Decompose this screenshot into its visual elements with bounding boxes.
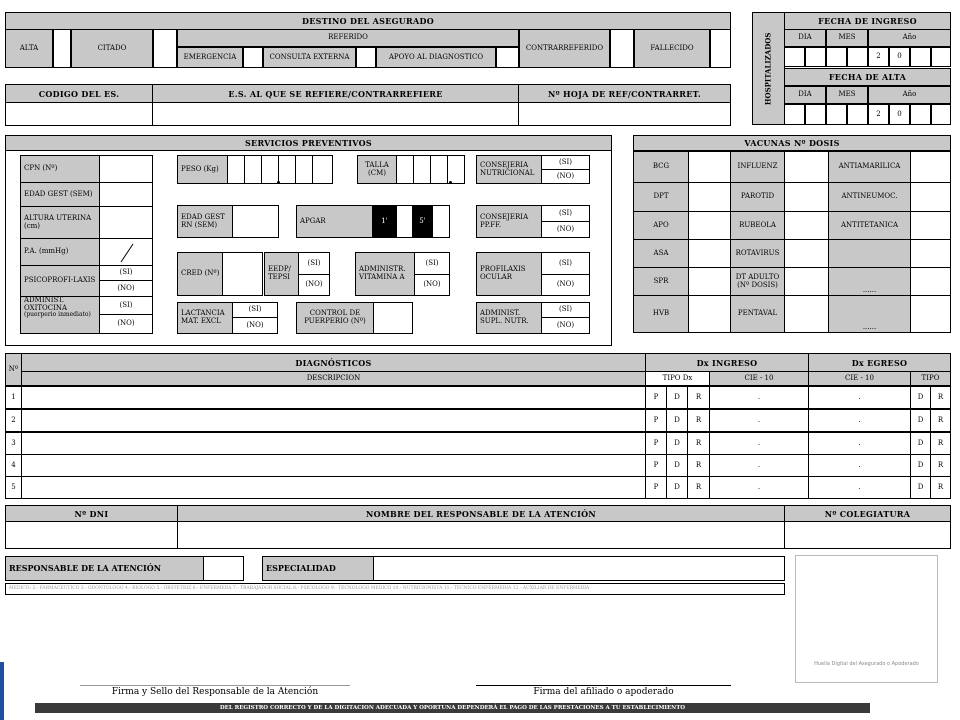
cie10-egreso-header: CIE - 10 — [808, 371, 911, 386]
peso-label: PESO (Kg) — [177, 155, 228, 184]
diag-egreso-d[interactable]: D — [910, 476, 931, 499]
diag-row-number: 4 — [5, 454, 22, 477]
profilaxis-ocular-label: PROFILAXIS OCULAR — [476, 252, 542, 296]
firma-afiliado-label: Firma del afiliado o apoderado — [533, 687, 674, 697]
vacuna-dosis[interactable] — [910, 182, 951, 212]
vacuna-dosis[interactable] — [688, 267, 731, 296]
control-puerperio-label: CONTROL DE PUERPERIO (Nº) — [296, 302, 374, 334]
admin-oxitocina-text: ADMINIST. OXITOCINA — [24, 296, 68, 312]
altura-uterina-label: ALTURA UTERINA (cm) — [20, 206, 100, 239]
apgar-1-field[interactable] — [396, 205, 413, 238]
es-refiere-title: E.S. AL QUE SE REFIERE/CONTRARREFIERE — [152, 84, 519, 103]
fallecido-label: FALLECIDO — [634, 29, 710, 68]
eedp-si[interactable]: (SI) — [298, 252, 330, 275]
diag-num-header: Nº — [5, 353, 22, 386]
diag-tipo-d[interactable]: D — [666, 476, 688, 499]
pa-field[interactable] — [99, 238, 153, 266]
huella-label: Huella Digital del Asegurado o Apoderado — [814, 661, 919, 667]
dni-field[interactable] — [5, 521, 178, 549]
consulta-externa-label: CONSULTA EXTERNA — [263, 47, 356, 68]
consulta-externa-checkbox[interactable] — [356, 47, 376, 68]
nombre-responsable-title: NOMBRE DEL RESPONSABLE DE LA ATENCIÓN — [177, 505, 785, 522]
fa-anio-label: Año — [868, 86, 951, 104]
vacuna-label: ANTITETANICA — [828, 211, 911, 240]
vacuna-dosis[interactable] — [784, 267, 829, 296]
diag-cie10-ingreso[interactable]: . — [709, 476, 809, 499]
vacuna-dosis[interactable] — [910, 267, 951, 296]
diag-tipo-r[interactable]: R — [687, 432, 710, 455]
admin-vit-a-si[interactable]: (SI) — [414, 252, 450, 275]
vacuna-label: ANTIAMARILICA — [828, 151, 911, 183]
vacunas-title: VACUNAS Nº DOSIS — [633, 135, 951, 151]
fi-mes-label: MES — [826, 29, 868, 47]
vacuna-dosis[interactable] — [910, 211, 951, 240]
especialidad-legend: MEDICO: 2.- FARMACEUTICO 3.- ODONTOLOGO 4.- BIOLOGO 5.- OBSTETRIZ 6.- ENFERMERA 7.- TRABAJADOR SOCIAL 8.- PSICOLOGO 9.- TECNOLOGO MEDICO 10.- NUTRICIONISTA 11.- TECNICO ENFERMERIA 12.- AUXILIAR DE ENFERMERIA — [5, 583, 785, 595]
diag-cie10-egreso[interactable]: . — [808, 386, 911, 409]
fa-anio-3[interactable] — [910, 104, 931, 125]
diag-cie10-egreso[interactable]: . — [808, 476, 911, 499]
peso-digit-2[interactable] — [244, 155, 262, 184]
cred-label: CRED (Nº) — [177, 252, 223, 296]
responsable-atencion-label: RESPONSABLE DE LA ATENCIÓN — [5, 556, 204, 581]
diag-descripcion-field[interactable] — [21, 476, 646, 499]
firma-responsable-line — [80, 685, 350, 686]
diag-egreso-r[interactable]: R — [930, 476, 951, 499]
edad-gest-label: EDAD GEST (SEM) — [20, 182, 100, 207]
es-refiere-field[interactable] — [152, 102, 519, 126]
vacuna-dosis[interactable] — [688, 151, 731, 183]
vacuna-dosis[interactable] — [910, 151, 951, 183]
diag-tipo-r[interactable]: R — [687, 409, 710, 432]
profilaxis-ocular-no[interactable]: (NO) — [541, 274, 590, 296]
diag-tipo-p[interactable]: P — [645, 386, 667, 409]
pa-label: P.A. (mmHg) — [20, 238, 100, 266]
psicoprofilaxis-label: PSICOPROFI-LAXIS — [20, 265, 100, 297]
vacuna-label: RUBEOLA — [730, 211, 785, 240]
diag-row-number: 5 — [5, 476, 22, 499]
fi-dia-1[interactable] — [784, 47, 805, 67]
talla-digit-3[interactable] — [430, 155, 448, 184]
diag-tipo-p[interactable]: P — [645, 432, 667, 455]
diag-tipo-d[interactable]: D — [666, 454, 688, 477]
talla-decimal-dot — [449, 181, 452, 184]
nombre-responsable-field[interactable] — [177, 521, 785, 549]
fa-dia-label: DIA — [784, 86, 826, 104]
diag-egreso-r[interactable]: R — [930, 454, 951, 477]
fa-mes-2[interactable] — [847, 104, 868, 125]
colegiatura-field[interactable] — [784, 521, 951, 549]
vacuna-label: INFLUENZ — [730, 151, 785, 183]
fi-mes-2[interactable] — [847, 47, 868, 67]
referido-label: REFERIDO — [177, 29, 519, 47]
peso-decimal-dot — [277, 181, 280, 184]
admin-oxitocina-label — [20, 296, 100, 334]
vacuna-extra-dots[interactable]: ...... — [828, 295, 911, 333]
vacuna-dosis[interactable] — [688, 182, 731, 212]
diag-cie10-egreso[interactable]: . — [808, 432, 911, 455]
footer-banner: DEL REGISTRO CORRECTO Y DE LA DIGITACION ADECUADA Y OPORTUNA DEPENDERÁ EL PAGO DE LAS PRESTACIONES A TU ESTABLECIMIENTO — [35, 703, 870, 713]
vacuna-label: ASA — [633, 239, 689, 268]
vacuna-dosis[interactable] — [688, 239, 731, 268]
fa-anio-1[interactable]: 2 — [868, 104, 889, 125]
diag-egreso-d[interactable]: D — [910, 386, 931, 409]
diag-cie10-ingreso[interactable]: . — [709, 454, 809, 477]
diag-cie10-ingreso[interactable]: . — [709, 409, 809, 432]
hospitalizados-label: HOSPITALIZADOS — [752, 12, 785, 125]
diag-egreso-d[interactable]: D — [910, 454, 931, 477]
apgar-label: APGAR — [296, 205, 373, 238]
destino-title: DESTINO DEL ASEGURADO — [5, 12, 731, 30]
tipo-egreso-header: TIPO — [910, 371, 951, 386]
diag-egreso-d[interactable]: D — [910, 432, 931, 455]
codigo-es-title: CODIGO DEL ES. — [5, 84, 153, 103]
fi-dia-label: DIA — [784, 29, 826, 47]
fi-anio-3[interactable] — [910, 47, 931, 67]
peso-digit-3[interactable] — [261, 155, 279, 184]
eedp-label: EEDP/ TEPSI — [264, 252, 299, 296]
diag-egreso-r[interactable]: R — [930, 409, 951, 432]
dni-title: Nº DNI — [5, 505, 178, 522]
edad-gest-rn-field[interactable] — [232, 205, 279, 238]
descripcion-header: DESCRIPCION — [21, 371, 646, 386]
vacuna-dosis[interactable] — [784, 151, 829, 183]
alta-checkbox[interactable] — [53, 29, 71, 68]
diagnosticos-title: DIAGNÓSTICOS — [21, 353, 646, 372]
colegiatura-title: Nº COLEGIATURA — [784, 505, 951, 522]
control-puerperio-field[interactable] — [373, 302, 413, 334]
diag-tipo-r[interactable]: R — [687, 454, 710, 477]
edad-gest-field[interactable] — [99, 182, 153, 207]
peso-digit-4[interactable] — [278, 155, 296, 184]
fi-mes-1[interactable] — [826, 47, 847, 67]
lactancia-label: LACTANCIA MAT. EXCL — [177, 302, 233, 334]
diag-cie10-ingreso[interactable]: . — [709, 386, 809, 409]
cred-field[interactable] — [222, 252, 263, 296]
admin-vit-a-no[interactable]: (NO) — [414, 274, 450, 296]
diag-tipo-d[interactable]: D — [666, 386, 688, 409]
vacuna-label: ROTAVIRUS — [730, 239, 785, 268]
dx-egreso-title: Dx EGRESO — [808, 353, 951, 372]
admin-supl-nutr-no[interactable]: (NO) — [541, 317, 590, 334]
citado-checkbox[interactable] — [153, 29, 177, 68]
left-edge-accent — [0, 662, 4, 720]
vacuna-label: PENTAVAL — [730, 295, 785, 333]
apgar-1-label: 1' — [372, 205, 397, 238]
apoyo-diagnostico-label: APOYO AL DIAGNOSTICO — [376, 47, 496, 68]
apoyo-diagnostico-checkbox[interactable] — [496, 47, 519, 68]
emergencia-label: EMERGENCIA — [177, 47, 243, 68]
vacuna-dosis[interactable] — [784, 239, 829, 268]
firma-afiliado-line — [476, 685, 731, 686]
diag-tipo-r[interactable]: R — [687, 476, 710, 499]
especialidad-field[interactable] — [373, 556, 785, 581]
preventivos-title: SERVICIOS PREVENTIVOS — [5, 135, 612, 151]
admin-oxitocina-si[interactable]: (SI) — [99, 296, 153, 315]
diag-row-number: 3 — [5, 432, 22, 455]
consejeria-nutricional-si[interactable]: (SI) — [541, 155, 590, 170]
apgar-5-label: 5' — [412, 205, 433, 238]
diag-cie10-egreso[interactable]: . — [808, 409, 911, 432]
alta-label: ALTA — [5, 29, 53, 68]
diag-cie10-egreso[interactable]: . — [808, 454, 911, 477]
contrarreferido-label: CONTRARREFERIDO — [519, 29, 610, 68]
firma-responsable-label: Firma y Sello del Responsable de la Atención — [111, 687, 319, 697]
peso-digit-1[interactable] — [227, 155, 245, 184]
psicoprofilaxis-no[interactable]: (NO) — [99, 280, 153, 297]
diag-egreso-r[interactable]: R — [930, 432, 951, 455]
dx-ingreso-title: Dx INGRESO — [645, 353, 809, 372]
pa-slash — [100, 238, 152, 266]
especialidad-label: ESPECIALIDAD — [262, 556, 374, 581]
hoja-ref-field[interactable] — [518, 102, 731, 126]
fi-dia-2[interactable] — [805, 47, 826, 67]
responsable-atencion-field[interactable] — [203, 556, 244, 581]
fi-anio-2[interactable]: 0 — [889, 47, 910, 67]
fa-anio-2[interactable]: 0 — [889, 104, 910, 125]
diag-tipo-d[interactable]: D — [666, 409, 688, 432]
vacuna-label: SPR — [633, 267, 689, 296]
fecha-alta-title: FECHA DE ALTA — [784, 68, 951, 86]
talla-label: TALLA (CM) — [357, 155, 397, 184]
diag-tipo-p[interactable]: P — [645, 476, 667, 499]
admin-supl-nutr-si[interactable]: (SI) — [541, 302, 590, 318]
lactancia-si[interactable]: (SI) — [232, 302, 278, 318]
consejeria-nutricional-label: CONSEJERIA NUTRICIONAL — [476, 155, 542, 184]
edad-gest-rn-label: EDAD GEST RN (SEM) — [177, 205, 233, 238]
fa-mes-1[interactable] — [826, 104, 847, 125]
peso-digit-5[interactable] — [295, 155, 313, 184]
altura-uterina-field[interactable] — [99, 206, 153, 239]
cpn-label: CPN (Nº) — [20, 155, 100, 183]
consejeria-nutricional-no[interactable]: (NO) — [541, 169, 590, 184]
fi-anio-1[interactable]: 2 — [868, 47, 889, 67]
diag-tipo-d[interactable]: D — [666, 432, 688, 455]
contrarreferido-checkbox[interactable] — [610, 29, 634, 68]
diag-descripcion-field[interactable] — [21, 454, 646, 477]
diag-descripcion-field[interactable] — [21, 432, 646, 455]
psicoprofilaxis-si[interactable]: (SI) — [99, 265, 153, 281]
fa-dia-1[interactable] — [784, 104, 805, 125]
fallecido-checkbox[interactable] — [710, 29, 731, 68]
diag-egreso-d[interactable]: D — [910, 409, 931, 432]
diag-descripcion-field[interactable] — [21, 409, 646, 432]
vacuna-dosis[interactable] — [688, 211, 731, 240]
vacuna-dosis[interactable] — [784, 182, 829, 212]
admin-oxitocina-no[interactable]: (NO) — [99, 314, 153, 334]
fa-dia-2[interactable] — [805, 104, 826, 125]
vacuna-dosis[interactable] — [688, 295, 731, 333]
vacuna-label: DPT — [633, 182, 689, 212]
consejeria-ppff-no[interactable]: (NO) — [541, 221, 590, 238]
cie10-ingreso-header: CIE - 10 — [709, 371, 809, 386]
vacuna-dosis[interactable] — [910, 295, 951, 333]
diag-row-number: 2 — [5, 409, 22, 432]
vacuna-label: HVB — [633, 295, 689, 333]
admin-vit-a-label: ADMINISTR. VITAMINA A — [355, 252, 415, 296]
diag-egreso-r[interactable]: R — [930, 386, 951, 409]
vacuna-dosis[interactable] — [784, 295, 829, 333]
fi-anio-label: Año — [868, 29, 951, 47]
vacuna-label: ANTINEUMOC. — [828, 182, 911, 212]
lactancia-no[interactable]: (NO) — [232, 317, 278, 334]
talla-digit-4[interactable] — [447, 155, 465, 184]
vacuna-label: BCG — [633, 151, 689, 183]
peso-digit-6[interactable] — [312, 155, 333, 184]
vacuna-label: PAROTID — [730, 182, 785, 212]
citado-label: CITADO — [71, 29, 153, 68]
fa-anio-4[interactable] — [931, 104, 951, 125]
tipo-dx-header: TIPO Dx — [645, 371, 710, 386]
vacuna-extra-dots[interactable]: ...... — [828, 267, 911, 296]
diag-tipo-p[interactable]: P — [645, 454, 667, 477]
diag-tipo-p[interactable]: P — [645, 409, 667, 432]
vacuna-dosis[interactable] — [910, 239, 951, 268]
vacuna-label: DT ADULTO (Nº DOSIS) — [730, 267, 785, 296]
codigo-es-field[interactable] — [5, 102, 153, 126]
diag-tipo-r[interactable]: R — [687, 386, 710, 409]
diag-row-number: 1 — [5, 386, 22, 409]
vacuna-extra — [828, 239, 911, 268]
fi-anio-4[interactable] — [931, 47, 951, 67]
emergencia-checkbox[interactable] — [243, 47, 263, 68]
diag-cie10-ingreso[interactable]: . — [709, 432, 809, 455]
fa-mes-label: MES — [826, 86, 868, 104]
talla-digit-1[interactable] — [396, 155, 414, 184]
eedp-no[interactable]: (NO) — [298, 274, 330, 296]
consejeria-ppff-label: CONSEJERIA PP.FF. — [476, 205, 542, 238]
vacuna-dosis[interactable] — [784, 211, 829, 240]
apgar-5-field[interactable] — [432, 205, 450, 238]
fecha-ingreso-title: FECHA DE INGRESO — [784, 12, 951, 30]
cpn-field[interactable] — [99, 155, 153, 183]
diag-descripcion-field[interactable] — [21, 386, 646, 409]
hoja-ref-title: Nº HOJA DE REF/CONTRARRET. — [518, 84, 731, 103]
vacuna-label: APO — [633, 211, 689, 240]
consejeria-ppff-si[interactable]: (SI) — [541, 205, 590, 222]
admin-supl-nutr-label: ADMINIST. SUPL. NUTR. — [476, 302, 542, 334]
puerperio-inmediato-text: (puerperio inmediato) — [24, 311, 91, 319]
profilaxis-ocular-si[interactable]: (SI) — [541, 252, 590, 275]
talla-digit-2[interactable] — [413, 155, 431, 184]
